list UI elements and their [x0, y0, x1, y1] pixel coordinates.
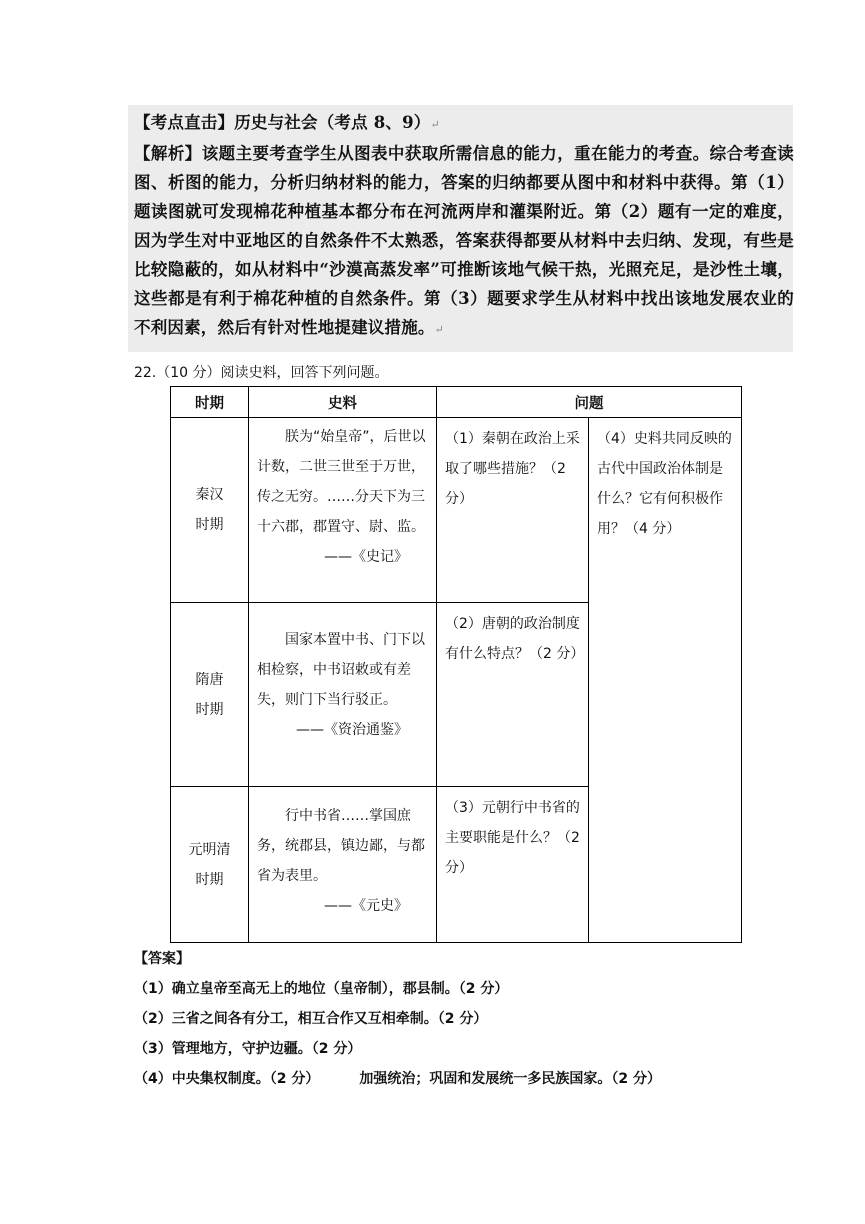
analysis-text: 该题主要考查学生从图表中获取所需信息的能力，重在能力的考查。综合考查读图、析图的能力，分析归纳材料的能力，答案的归纳都要从图中和材料中获得。第（1）题读图就可发现棉花种植基本都分布在河流两岸和灌渠附近。第（2）题有一定的难度，因为学生对中亚地区的自然条件不太熟悉，答案获得都要从材料中去归纳、发现，有些是比较隐蔽的，如从材料中“沙漠高蒸发率”可推断该地气候干热，光照充足，是沙性土壤，这些都是有利于棉花种植的自然条件。第（3）题要求学生从材料中找出该地发展农业的不利因素，然后有针对性地提建议措施。 — [134, 144, 794, 337]
header-source: 史料 — [249, 387, 437, 418]
analysis-body — [134, 139, 794, 344]
source-cell — [249, 418, 437, 603]
source-text: 行中书省……掌国庶务，统郡县，镇边鄙，与都省为表里。 — [257, 808, 425, 884]
period-line: 隋唐 — [195, 671, 224, 688]
source-cite: ——《史记》 — [324, 549, 408, 565]
period-cell — [171, 418, 249, 603]
question-cell: （2）唐朝的政治制度有什么特点？（2 分） — [437, 603, 589, 787]
history-table — [170, 386, 742, 943]
answer-4 — [134, 1064, 661, 1094]
header-question: 问题 — [437, 387, 742, 418]
source-text: 朕为“始皇帝”，后世以计数，二世三世至于万世，传之无穷。……分天下为三十六郡，郡置守、尉、监。 — [257, 429, 426, 535]
period-line: 元明清 — [188, 841, 231, 858]
answer-4-part2: 加强统治；巩固和发展统一多民族国家。（2 分） — [359, 1071, 661, 1087]
header-period: 时期 — [171, 387, 249, 418]
heading-bracket: 【考点直击】 — [134, 113, 235, 132]
period-line: 秦汉 — [195, 487, 224, 503]
source-cell — [249, 603, 437, 787]
answer-1: （1）确立皇帝至高无上的地位（皇帝制），郡县制。（2 分） — [134, 981, 509, 997]
question-cell: （3）元朝行中书省的主要职能是什么？（2 分） — [437, 787, 589, 943]
period-line: 时期 — [195, 871, 224, 888]
analysis-label: 【解析】 — [134, 144, 202, 163]
period-line: 时期 — [195, 517, 224, 533]
analysis-section — [134, 108, 794, 344]
answer-4-part1: （4）中央集权制度。（2 分） — [134, 1071, 320, 1087]
answers-section — [134, 944, 661, 1094]
answers-title: 【答案】 — [134, 951, 190, 967]
period-line: 时期 — [195, 701, 224, 718]
table-header-row — [171, 387, 742, 418]
source-cell — [249, 787, 437, 943]
source-cite: ——《资治通鉴》 — [296, 722, 408, 738]
heading-text: 历史与社会（考点 8、9） — [234, 113, 431, 132]
source-cite: ——《元史》 — [324, 898, 408, 914]
answer-2: （2）三省之间各有分工，相互合作又互相牵制。（2 分） — [134, 1011, 488, 1027]
source-text: 国家本置中书、门下以相检察，中书诏敕或有差失，则门下当行驳正。 — [257, 632, 425, 708]
shared-question-cell: （4）史料共同反映的古代中国政治体制是什么？它有何积极作用？（4 分） — [589, 418, 742, 943]
return-mark-icon: ↵ — [434, 323, 445, 336]
analysis-heading — [134, 108, 794, 139]
return-mark-icon: ↵ — [430, 118, 440, 131]
question-stem: 22.（10 分）阅读史料，回答下列问题。 — [134, 365, 389, 381]
question-cell: （1）秦朝在政治上采取了哪些措施？（2 分） — [437, 418, 589, 603]
answer-3: （3）管理地方，守护边疆。（2 分） — [134, 1041, 362, 1057]
period-cell — [171, 603, 249, 787]
table-row — [171, 418, 742, 603]
period-cell — [171, 787, 249, 943]
